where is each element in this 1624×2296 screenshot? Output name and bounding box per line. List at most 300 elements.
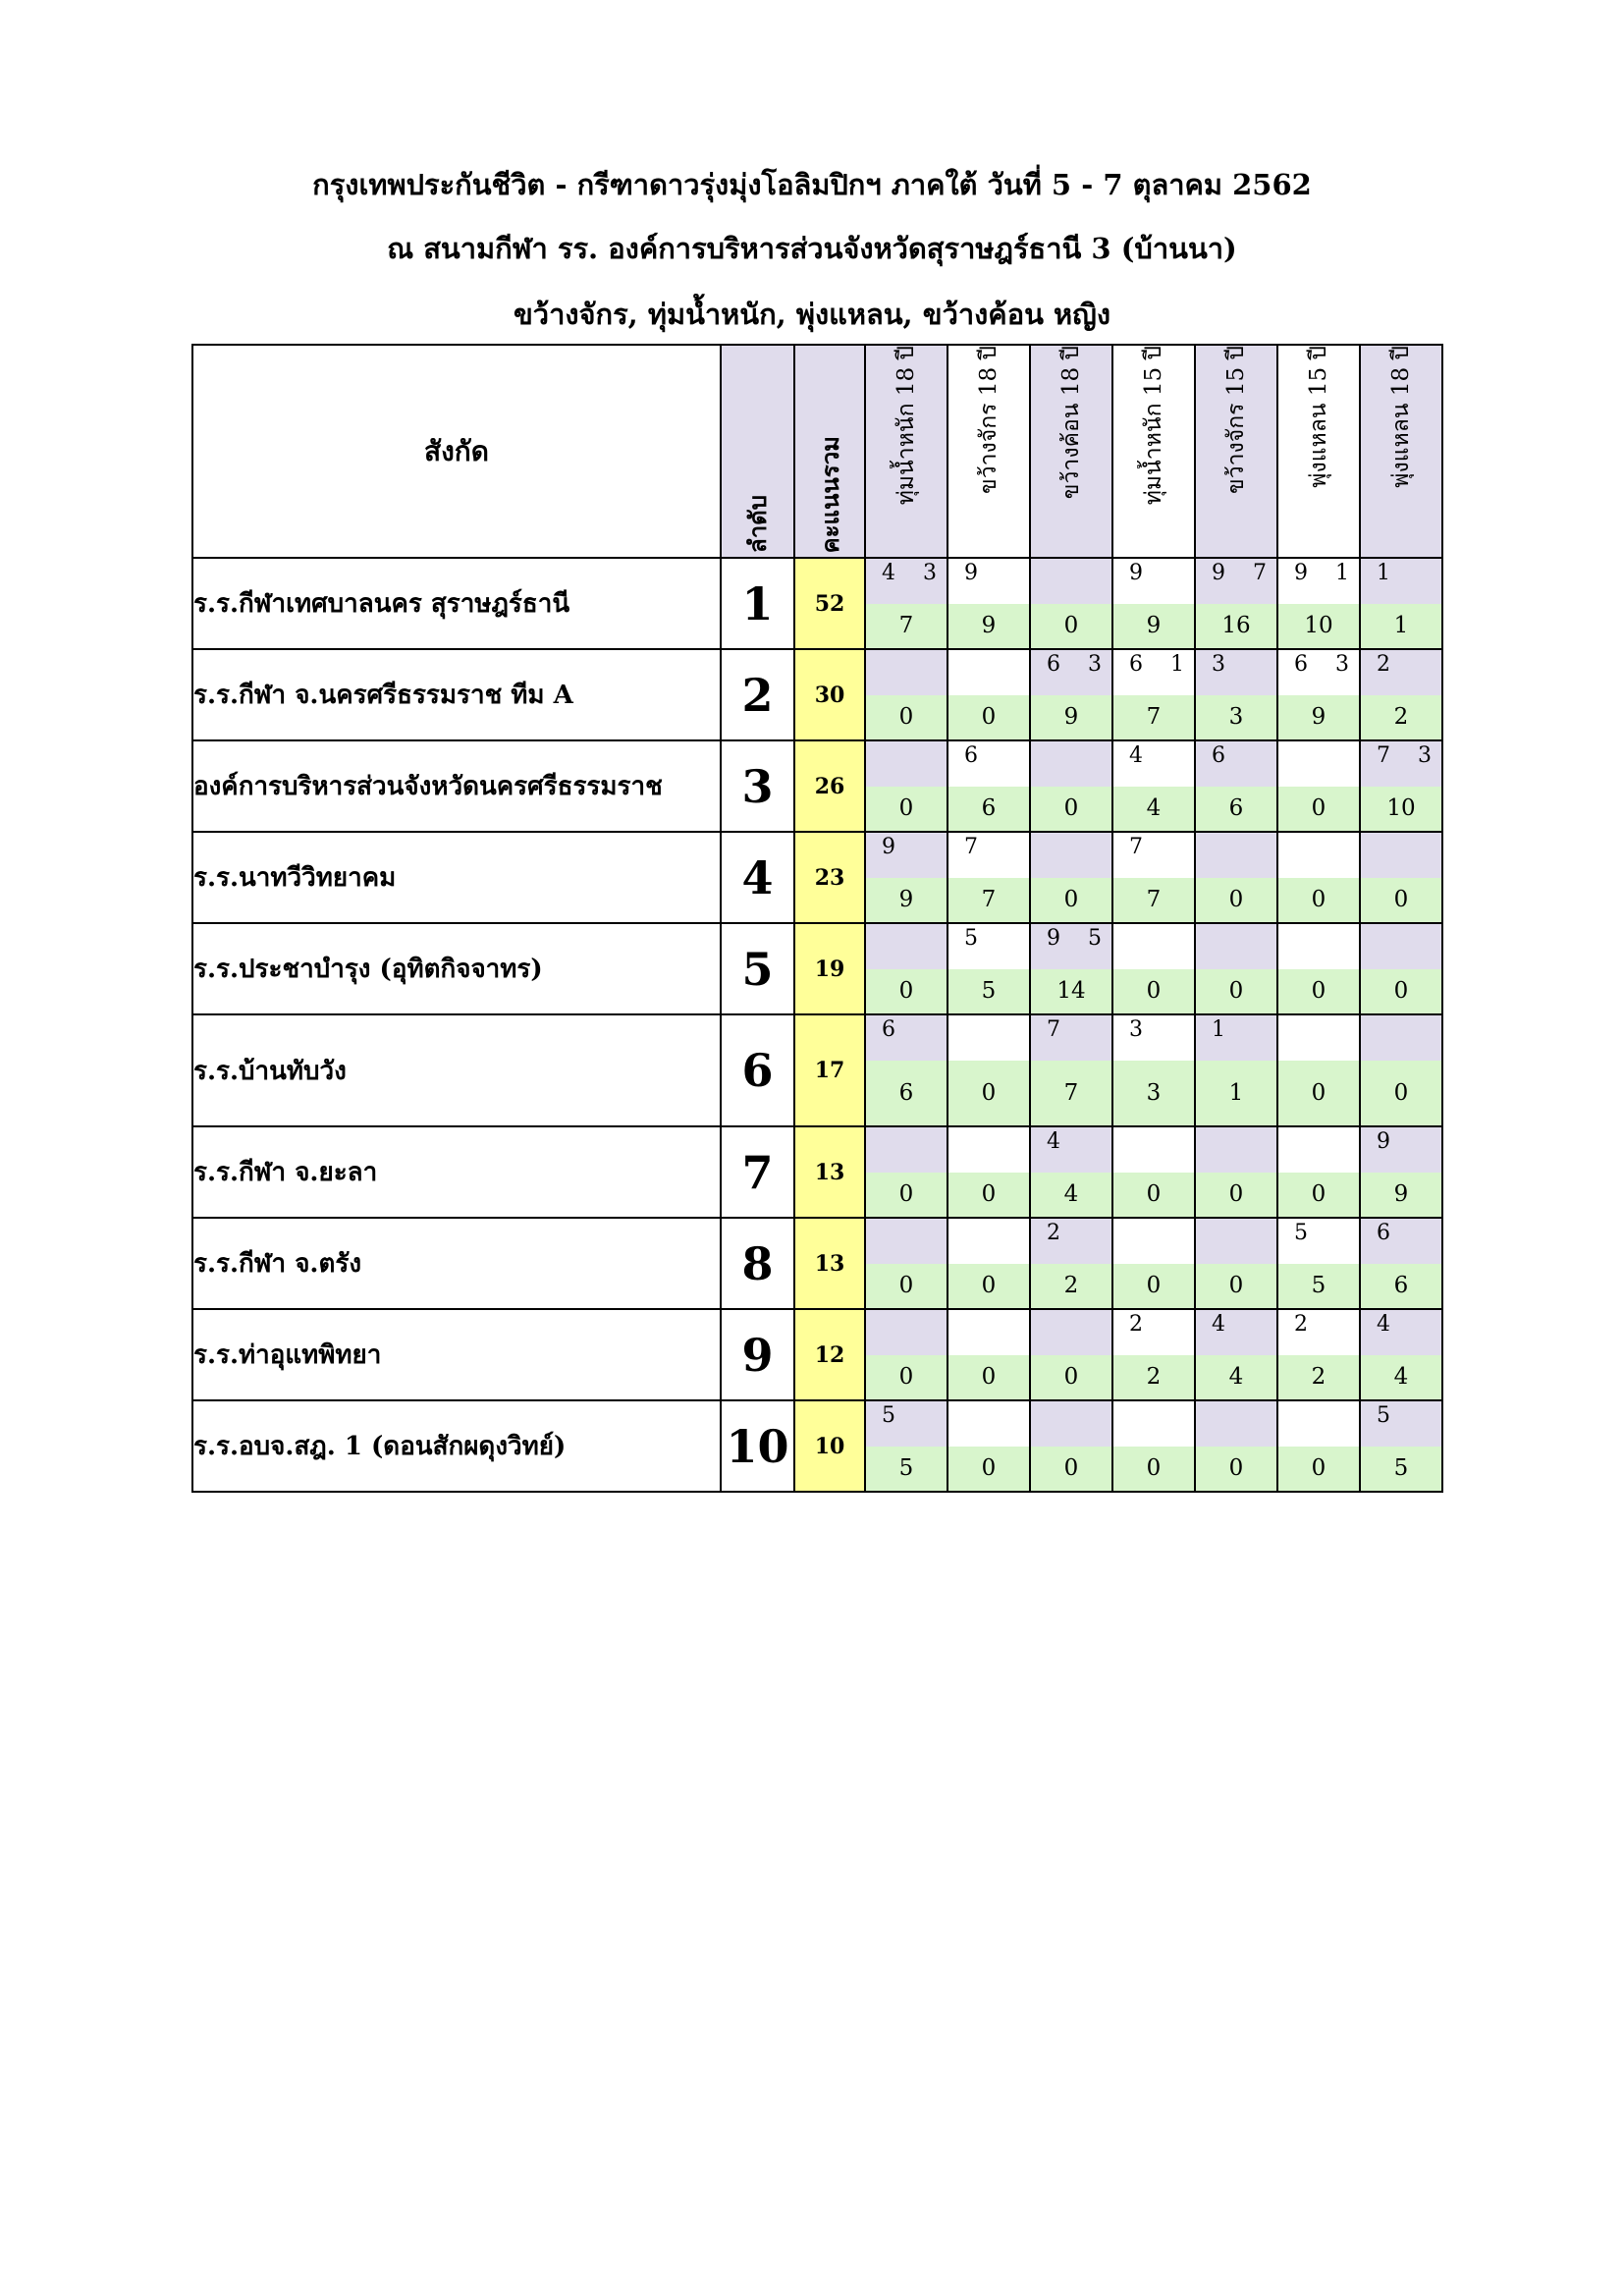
event-subtotal: 9 xyxy=(866,878,947,922)
event-score-cell xyxy=(1277,832,1360,923)
event-score-cell xyxy=(1360,558,1442,649)
placement-point: 1 xyxy=(1377,561,1390,585)
header-row xyxy=(192,345,1442,558)
event-score-cell xyxy=(1195,832,1277,923)
event-subtotal: 0 xyxy=(948,1264,1029,1308)
event-subtotal: 0 xyxy=(948,1061,1029,1125)
event-subtotal: 0 xyxy=(1113,969,1194,1013)
event-score-cell xyxy=(1360,1309,1442,1400)
placement-point: 9 xyxy=(882,835,895,859)
placement-points xyxy=(1031,741,1111,787)
placement-point: 1 xyxy=(1212,1017,1225,1042)
event-score-cell xyxy=(1360,923,1442,1014)
event-subtotal: 0 xyxy=(1196,1264,1276,1308)
placement-points xyxy=(1031,1219,1111,1264)
event-score-cell xyxy=(947,1126,1030,1218)
placement-points xyxy=(1031,1015,1111,1061)
event-subtotal: 4 xyxy=(1196,1355,1276,1399)
placement-point: 1 xyxy=(1170,652,1184,677)
event-subtotal: 9 xyxy=(948,604,1029,648)
placement-points xyxy=(1361,833,1441,878)
event-subtotal: 9 xyxy=(1031,695,1111,739)
placement-points xyxy=(1196,741,1276,787)
institution-cell: ร.ร.กีฬาเทศบาลนคร สุราษฎร์ธานี xyxy=(192,558,721,649)
placement-points xyxy=(1196,559,1276,604)
event-score-cell xyxy=(947,923,1030,1014)
event-score-cell xyxy=(1360,740,1442,832)
event-header-label: ทุ่มน้ำหนัก 15 ปี xyxy=(1141,346,1166,506)
event-score-cell xyxy=(1360,832,1442,923)
event-subtotal: 0 xyxy=(1278,1061,1359,1125)
placement-points xyxy=(1278,741,1359,787)
rank-cell: 7 xyxy=(721,1126,794,1218)
placement-point: 6 xyxy=(964,743,978,768)
event-subtotal: 9 xyxy=(1278,695,1359,739)
placement-points xyxy=(1361,1219,1441,1264)
total-score-cell: 26 xyxy=(794,740,865,832)
title-line-2: ณ สนามกีฬา รร. องค์การบริหารส่วนจังหวัดสุราษฎร์ธานี 3 (บ้านนา) xyxy=(387,232,1237,265)
event-subtotal: 6 xyxy=(1196,787,1276,831)
event-subtotal: 0 xyxy=(1031,1355,1111,1399)
event-score-cell xyxy=(1277,649,1360,740)
table-row xyxy=(192,1309,1442,1400)
event-score-cell xyxy=(947,1309,1030,1400)
event-score-cell xyxy=(1030,1309,1112,1400)
placement-points xyxy=(1113,559,1194,604)
placement-point: 5 xyxy=(882,1403,895,1428)
placement-point: 6 xyxy=(1294,652,1308,677)
total-score-cell: 12 xyxy=(794,1309,865,1400)
placement-points xyxy=(948,1310,1029,1355)
placement-point: 3 xyxy=(1129,1017,1143,1042)
event-score-cell xyxy=(1112,1218,1195,1309)
event-subtotal: 7 xyxy=(866,604,947,648)
event-subtotal: 6 xyxy=(1361,1264,1441,1308)
placement-point: 6 xyxy=(1047,652,1060,677)
institution-cell: ร.ร.ประชาบำรุง (อุทิตกิจจาทร) xyxy=(192,923,721,1014)
event-score-cell xyxy=(947,740,1030,832)
rank-cell: 2 xyxy=(721,649,794,740)
placement-points xyxy=(1031,833,1111,878)
placement-points xyxy=(1196,1127,1276,1173)
event-header xyxy=(1195,345,1277,558)
event-subtotal: 0 xyxy=(1278,969,1359,1013)
event-subtotal: 0 xyxy=(1031,604,1111,648)
placement-points xyxy=(1278,1401,1359,1447)
placement-points xyxy=(1361,1015,1441,1061)
placement-point: 5 xyxy=(1377,1403,1390,1428)
event-score-cell xyxy=(1030,923,1112,1014)
placement-point: 9 xyxy=(1294,561,1308,585)
event-subtotal: 0 xyxy=(1031,878,1111,922)
event-subtotal: 5 xyxy=(866,1447,947,1491)
event-subtotal: 4 xyxy=(1113,787,1194,831)
event-header-label: พุ่งแหลน 18 ปี xyxy=(1388,346,1414,488)
table-row xyxy=(192,740,1442,832)
placement-points xyxy=(866,1015,947,1061)
event-subtotal: 0 xyxy=(948,695,1029,739)
event-subtotal: 9 xyxy=(1113,604,1194,648)
event-subtotal: 3 xyxy=(1113,1061,1194,1125)
placement-point: 7 xyxy=(1129,835,1143,859)
event-score-cell xyxy=(1030,558,1112,649)
event-score-cell xyxy=(1277,1309,1360,1400)
placement-points xyxy=(1113,650,1194,695)
event-subtotal: 0 xyxy=(1278,787,1359,831)
event-score-cell xyxy=(865,1014,947,1126)
event-score-cell xyxy=(1030,649,1112,740)
event-subtotal: 10 xyxy=(1361,787,1441,831)
event-score-cell xyxy=(947,1218,1030,1309)
event-score-cell xyxy=(947,1400,1030,1492)
placement-point: 9 xyxy=(1377,1129,1390,1154)
event-score-cell xyxy=(1112,832,1195,923)
event-score-cell xyxy=(947,649,1030,740)
table-row xyxy=(192,649,1442,740)
placement-point: 9 xyxy=(1129,561,1143,585)
event-subtotal: 0 xyxy=(1031,1447,1111,1491)
event-subtotal: 0 xyxy=(1361,969,1441,1013)
placement-points xyxy=(866,741,947,787)
event-score-cell xyxy=(1195,1218,1277,1309)
event-header-label: ขว้างจักร 18 ปี xyxy=(976,346,1001,495)
event-subtotal: 7 xyxy=(1113,695,1194,739)
placement-point: 6 xyxy=(1377,1221,1390,1245)
rank-cell: 4 xyxy=(721,832,794,923)
placement-points xyxy=(1196,833,1276,878)
table-row xyxy=(192,1400,1442,1492)
total-score-cell: 23 xyxy=(794,832,865,923)
placement-points xyxy=(1113,741,1194,787)
event-subtotal: 7 xyxy=(1031,1061,1111,1125)
placement-points xyxy=(948,559,1029,604)
event-score-cell xyxy=(947,558,1030,649)
event-subtotal: 7 xyxy=(948,878,1029,922)
rank-cell: 9 xyxy=(721,1309,794,1400)
placement-points xyxy=(1113,1401,1194,1447)
placement-points xyxy=(866,1219,947,1264)
event-score-cell xyxy=(1195,649,1277,740)
placement-points xyxy=(1031,559,1111,604)
rank-header-label: ลำดับ xyxy=(743,494,772,553)
event-header-label: ขว้างค้อน 18 ปี xyxy=(1058,346,1084,500)
event-header xyxy=(947,345,1030,558)
event-score-cell xyxy=(1195,1014,1277,1126)
event-subtotal: 0 xyxy=(1196,878,1276,922)
event-score-cell xyxy=(1112,923,1195,1014)
event-score-cell xyxy=(1360,649,1442,740)
institution-cell: ร.ร.กีฬา จ.นครศรีธรรมราช ทีม A xyxy=(192,649,721,740)
event-score-cell xyxy=(947,832,1030,923)
institution-cell: ร.ร.บ้านทับวัง xyxy=(192,1014,721,1126)
placement-point: 3 xyxy=(1418,743,1432,768)
placement-points xyxy=(1361,741,1441,787)
event-subtotal: 5 xyxy=(1278,1264,1359,1308)
event-score-cell xyxy=(1195,1400,1277,1492)
placement-points xyxy=(1196,650,1276,695)
event-score-cell xyxy=(1195,1309,1277,1400)
event-header-label: ทุ่มน้ำหนัก 18 ปี xyxy=(893,346,919,506)
placement-points xyxy=(866,1310,947,1355)
event-score-cell xyxy=(865,923,947,1014)
placement-points xyxy=(866,1127,947,1173)
placement-points xyxy=(1031,924,1111,969)
placement-point: 4 xyxy=(1212,1312,1225,1337)
event-score-cell xyxy=(1030,740,1112,832)
placement-points xyxy=(1361,1127,1441,1173)
placement-points xyxy=(866,559,947,604)
placement-points xyxy=(1113,1310,1194,1355)
placement-points xyxy=(1361,559,1441,604)
event-score-cell xyxy=(1112,558,1195,649)
placement-points xyxy=(1031,1127,1111,1173)
event-score-cell xyxy=(1195,923,1277,1014)
rank-cell: 10 xyxy=(721,1400,794,1492)
event-header xyxy=(1112,345,1195,558)
event-subtotal: 4 xyxy=(1031,1173,1111,1217)
rank-cell: 3 xyxy=(721,740,794,832)
total-score-cell: 13 xyxy=(794,1218,865,1309)
event-subtotal: 4 xyxy=(1361,1355,1441,1399)
placement-points xyxy=(1031,1310,1111,1355)
event-subtotal: 1 xyxy=(1196,1061,1276,1125)
event-subtotal: 0 xyxy=(866,1173,947,1217)
event-score-cell xyxy=(1195,558,1277,649)
placement-point: 7 xyxy=(1253,561,1267,585)
placement-points xyxy=(1113,1219,1194,1264)
placement-point: 6 xyxy=(1212,743,1225,768)
placement-points xyxy=(1278,1127,1359,1173)
total-score-cell: 30 xyxy=(794,649,865,740)
placement-point: 2 xyxy=(1377,652,1390,677)
institution-cell: ร.ร.ท่าอุแทพิทยา xyxy=(192,1309,721,1400)
placement-point: 6 xyxy=(882,1017,895,1042)
total-header xyxy=(794,345,865,558)
placement-point: 4 xyxy=(1047,1129,1060,1154)
placement-point: 2 xyxy=(1047,1221,1060,1245)
placement-points xyxy=(948,833,1029,878)
placement-points xyxy=(866,833,947,878)
event-subtotal: 2 xyxy=(1113,1355,1194,1399)
placement-points xyxy=(1278,559,1359,604)
institution-cell: ร.ร.อบจ.สฎ. 1 (ดอนสักผดุงวิทย์) xyxy=(192,1400,721,1492)
event-score-cell xyxy=(1112,649,1195,740)
placement-points xyxy=(1113,1127,1194,1173)
event-score-cell xyxy=(1277,558,1360,649)
event-subtotal: 5 xyxy=(1361,1447,1441,1491)
placement-point: 4 xyxy=(882,561,895,585)
placement-point: 9 xyxy=(964,561,978,585)
placement-points xyxy=(948,1219,1029,1264)
event-header xyxy=(1360,345,1442,558)
event-subtotal: 0 xyxy=(1113,1173,1194,1217)
placement-points xyxy=(1278,924,1359,969)
event-subtotal: 0 xyxy=(1196,1447,1276,1491)
table-row xyxy=(192,1218,1442,1309)
placement-point: 3 xyxy=(1335,652,1349,677)
event-subtotal: 2 xyxy=(1278,1355,1359,1399)
event-header xyxy=(1030,345,1112,558)
title-line-3: ขว้างจักร, ทุ่มน้ำหนัก, พุ่งแหลน, ขว้างค้อน หญิง xyxy=(513,298,1111,331)
rank-cell: 8 xyxy=(721,1218,794,1309)
placement-points xyxy=(948,924,1029,969)
event-subtotal: 0 xyxy=(866,1264,947,1308)
event-subtotal: 0 xyxy=(1031,787,1111,831)
event-subtotal: 2 xyxy=(1031,1264,1111,1308)
event-score-cell xyxy=(1030,832,1112,923)
event-subtotal: 3 xyxy=(1196,695,1276,739)
table-row xyxy=(192,923,1442,1014)
table-row xyxy=(192,558,1442,649)
total-header-label: คะแนนรวม xyxy=(815,435,844,553)
event-score-cell xyxy=(1112,1014,1195,1126)
placement-point: 7 xyxy=(1047,1017,1060,1042)
event-header-label: ขว้างจักร 15 ปี xyxy=(1223,346,1249,495)
event-score-cell xyxy=(1277,923,1360,1014)
institution-cell: ร.ร.นาทวีวิทยาคม xyxy=(192,832,721,923)
placement-point: 1 xyxy=(1335,561,1349,585)
placement-points xyxy=(1278,650,1359,695)
event-subtotal: 0 xyxy=(948,1173,1029,1217)
total-score-cell: 10 xyxy=(794,1400,865,1492)
event-subtotal: 10 xyxy=(1278,604,1359,648)
event-subtotal: 0 xyxy=(1278,1447,1359,1491)
institution-cell: ร.ร.กีฬา จ.ตรัง xyxy=(192,1218,721,1309)
event-score-cell xyxy=(1195,740,1277,832)
placement-point: 7 xyxy=(1377,743,1390,768)
placement-points xyxy=(1361,1401,1441,1447)
event-subtotal: 14 xyxy=(1031,969,1111,1013)
event-score-cell xyxy=(1112,740,1195,832)
placement-point: 5 xyxy=(1088,926,1102,951)
placement-points xyxy=(1278,1015,1359,1061)
placement-points xyxy=(1278,833,1359,878)
placement-point: 5 xyxy=(964,926,978,951)
placement-points xyxy=(1361,924,1441,969)
event-score-cell xyxy=(1277,740,1360,832)
event-subtotal: 0 xyxy=(1196,1173,1276,1217)
placement-point: 7 xyxy=(964,835,978,859)
placement-points xyxy=(1361,650,1441,695)
placement-points xyxy=(1113,833,1194,878)
event-subtotal: 2 xyxy=(1361,695,1441,739)
total-score-cell: 13 xyxy=(794,1126,865,1218)
event-subtotal: 0 xyxy=(948,1355,1029,1399)
event-score-cell xyxy=(1030,1400,1112,1492)
event-subtotal: 0 xyxy=(866,695,947,739)
placement-points xyxy=(866,924,947,969)
event-score-cell xyxy=(1277,1218,1360,1309)
placement-points xyxy=(1113,924,1194,969)
placement-point: 2 xyxy=(1294,1312,1308,1337)
placement-point: 5 xyxy=(1294,1221,1308,1245)
event-subtotal: 0 xyxy=(1196,969,1276,1013)
placement-point: 4 xyxy=(1129,743,1143,768)
event-score-cell xyxy=(865,832,947,923)
event-score-cell xyxy=(1360,1126,1442,1218)
placement-point: 9 xyxy=(1047,926,1060,951)
event-subtotal: 0 xyxy=(1113,1447,1194,1491)
institution-cell: องค์การบริหารส่วนจังหวัดนครศรีธรรมราช xyxy=(192,740,721,832)
rank-cell: 1 xyxy=(721,558,794,649)
placement-points xyxy=(1196,1310,1276,1355)
event-score-cell xyxy=(865,1126,947,1218)
event-score-cell xyxy=(1195,1126,1277,1218)
placement-points xyxy=(948,1401,1029,1447)
event-subtotal: 0 xyxy=(866,969,947,1013)
event-score-cell xyxy=(1277,1400,1360,1492)
event-score-cell xyxy=(865,649,947,740)
rank-cell: 6 xyxy=(721,1014,794,1126)
event-score-cell xyxy=(865,1400,947,1492)
placement-point: 3 xyxy=(1212,652,1225,677)
institution-header: สังกัด xyxy=(192,345,721,558)
placement-points xyxy=(1196,1015,1276,1061)
placement-points xyxy=(1361,1310,1441,1355)
placement-points xyxy=(866,650,947,695)
event-subtotal: 0 xyxy=(1278,878,1359,922)
event-subtotal: 0 xyxy=(866,787,947,831)
event-subtotal: 1 xyxy=(1361,604,1441,648)
event-score-cell xyxy=(1112,1400,1195,1492)
event-subtotal: 0 xyxy=(948,1447,1029,1491)
event-subtotal: 0 xyxy=(866,1355,947,1399)
total-score-cell: 17 xyxy=(794,1014,865,1126)
event-score-cell xyxy=(1030,1126,1112,1218)
event-subtotal: 5 xyxy=(948,969,1029,1013)
results-table xyxy=(191,344,1443,1493)
placement-point: 3 xyxy=(1088,652,1102,677)
event-score-cell xyxy=(865,558,947,649)
placement-points xyxy=(866,1401,947,1447)
event-score-cell xyxy=(1360,1218,1442,1309)
placement-points xyxy=(1278,1310,1359,1355)
placement-point: 9 xyxy=(1212,561,1225,585)
event-score-cell xyxy=(1112,1309,1195,1400)
institution-cell: ร.ร.กีฬา จ.ยะลา xyxy=(192,1126,721,1218)
table-row xyxy=(192,1014,1442,1126)
placement-points xyxy=(1196,1401,1276,1447)
event-subtotal: 6 xyxy=(866,1061,947,1125)
event-subtotal: 9 xyxy=(1361,1173,1441,1217)
placement-points xyxy=(948,650,1029,695)
event-subtotal: 0 xyxy=(1113,1264,1194,1308)
event-score-cell xyxy=(1030,1218,1112,1309)
rank-cell: 5 xyxy=(721,923,794,1014)
event-score-cell xyxy=(1030,1014,1112,1126)
event-subtotal: 7 xyxy=(1113,878,1194,922)
placement-points xyxy=(1196,1219,1276,1264)
placement-points xyxy=(1113,1015,1194,1061)
placement-points xyxy=(1278,1219,1359,1264)
event-header xyxy=(1277,345,1360,558)
placement-point: 2 xyxy=(1129,1312,1143,1337)
table-row xyxy=(192,832,1442,923)
event-score-cell xyxy=(947,1014,1030,1126)
event-subtotal: 0 xyxy=(1361,878,1441,922)
event-score-cell xyxy=(865,1218,947,1309)
event-score-cell xyxy=(1277,1126,1360,1218)
placement-points xyxy=(948,1127,1029,1173)
placement-points xyxy=(948,1015,1029,1061)
placement-points xyxy=(1196,924,1276,969)
placement-point: 3 xyxy=(923,561,937,585)
event-subtotal: 6 xyxy=(948,787,1029,831)
event-header xyxy=(865,345,947,558)
event-subtotal: 16 xyxy=(1196,604,1276,648)
event-score-cell xyxy=(1360,1014,1442,1126)
placement-points xyxy=(1031,650,1111,695)
